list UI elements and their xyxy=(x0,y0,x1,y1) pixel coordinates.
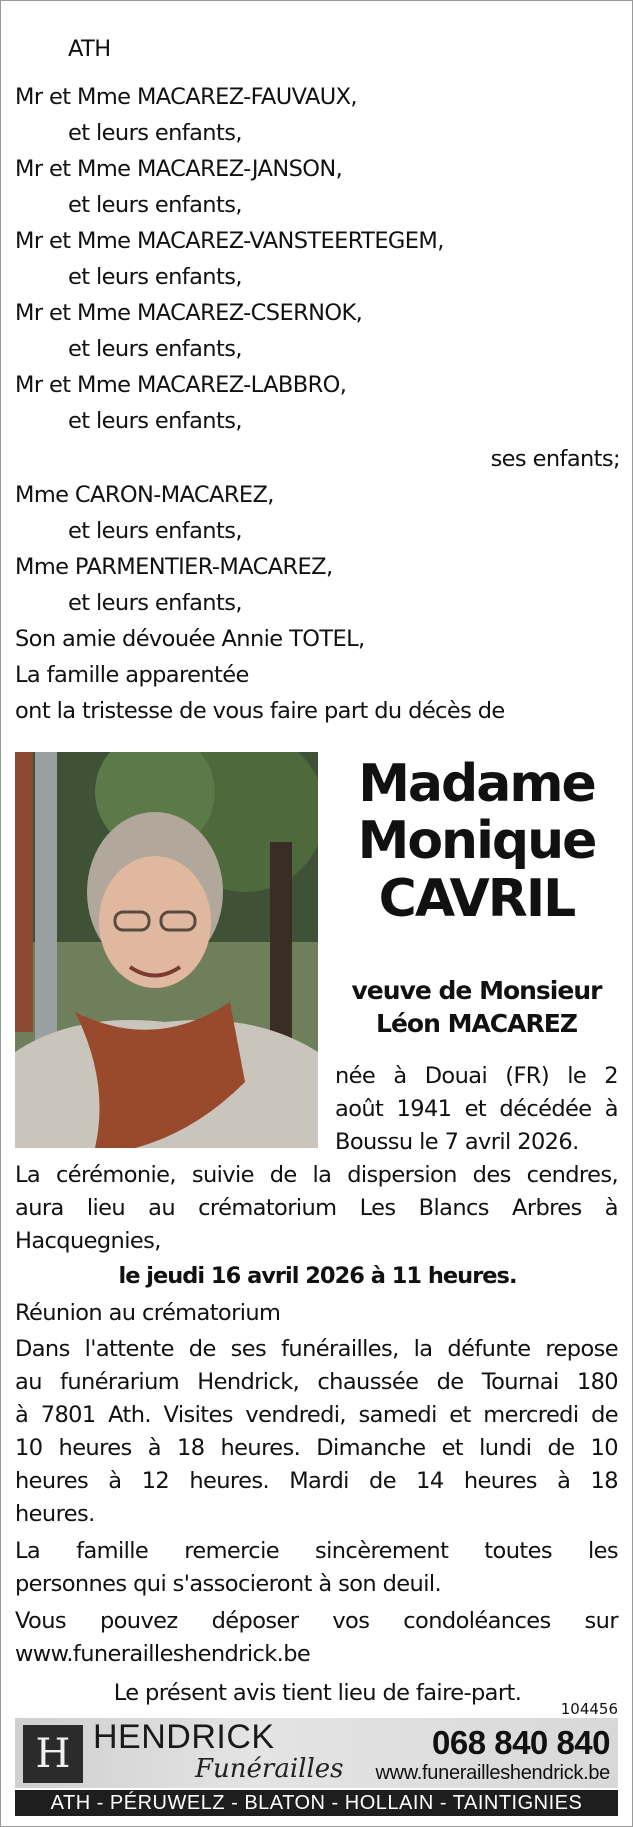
funerarium-line-6: heures. xyxy=(15,1501,95,1527)
ceremony-line-2: aura lieu au crématorium Les Blancs Arbres à xyxy=(15,1195,618,1221)
widow-line-2: Léon MACAREZ xyxy=(376,1009,577,1038)
banner-top xyxy=(15,1718,618,1788)
deceased-title: Madame xyxy=(358,754,595,814)
notice-line: Le présent avis tient lieu de faire-part. xyxy=(113,1680,522,1706)
relatives-line: La famille apparentée xyxy=(15,662,249,688)
ceremony-date: le jeudi 16 avril 2026 à 11 heures. xyxy=(118,1263,517,1289)
family-member-name: Mr et Mme MACAREZ-JANSON, xyxy=(15,156,343,182)
family-member-sub: et leurs enfants, xyxy=(68,192,242,218)
website-link: www.funerailleshendrick.be xyxy=(375,1762,610,1784)
condolences-line-1: Vous pouvez déposer vos condoléances sur xyxy=(15,1608,618,1634)
thanks-line-1: La famille remercie sincèrement toutes les xyxy=(15,1538,618,1564)
brand-name: HENDRICK xyxy=(93,1718,275,1756)
thanks-line-2: personnes qui s'associeront à son deuil. xyxy=(15,1571,442,1597)
announcement-line: ont la tristesse de vous faire part du décès de xyxy=(15,698,505,724)
family-member-name: Mr et Mme MACAREZ-CSERNOK, xyxy=(15,300,363,326)
funerarium-line-2: au funérarium Hendrick, chaussée de Tournai 180 xyxy=(15,1369,618,1395)
reference-number: 104456 xyxy=(560,1700,618,1718)
friend-line: Son amie dévouée Annie TOTEL, xyxy=(15,626,365,652)
hendrick-logo-icon: H xyxy=(23,1725,83,1783)
funerarium-line-1: Dans l'attente de ses funérailles, la défunte repose xyxy=(15,1336,618,1362)
funerarium-line-4: 10 heures à 18 heures. Dimanche et lundi de 10 xyxy=(15,1435,618,1461)
family-member-name: Mme PARMENTIER-MACAREZ, xyxy=(15,554,333,580)
family-member-name: Mme CARON-MACAREZ, xyxy=(15,482,274,508)
family-member-sub: et leurs enfants, xyxy=(68,264,242,290)
birth-line-2: août 1941 et décédée à xyxy=(335,1096,618,1122)
family-member-sub: et leurs enfants, xyxy=(68,518,242,544)
birth-line-1: née à Douai (FR) le 2 xyxy=(335,1063,618,1089)
ceremony-line-1: La cérémonie, suivie de la dispersion des cendres, xyxy=(15,1162,618,1188)
family-member-sub: et leurs enfants, xyxy=(68,336,242,362)
family-member-sub: et leurs enfants, xyxy=(68,590,242,616)
condolences-website: www.funerailleshendrick.be xyxy=(15,1641,311,1667)
deceased-first-name: Monique xyxy=(357,811,596,871)
location-header: ATH xyxy=(68,36,111,62)
funeral-home-banner xyxy=(15,1718,618,1816)
phone-number: 068 840 840 xyxy=(431,1724,610,1761)
funerarium-line-5: heures à 12 heures. Mardi de 14 heures à 18 xyxy=(15,1468,618,1494)
family-member-sub: et leurs enfants, xyxy=(68,120,242,146)
ceremony-line-3: Hacquegnies, xyxy=(15,1228,161,1254)
children-label: ses enfants; xyxy=(490,446,620,472)
widow-line-1: veuve de Monsieur xyxy=(351,976,602,1005)
family-member-sub: et leurs enfants, xyxy=(68,408,242,434)
family-member-name: Mr et Mme MACAREZ-VANSTEERTEGEM, xyxy=(15,228,444,254)
funerarium-line-3: à 7801 Ath. Visites vendredi, samedi et mercredi de xyxy=(15,1402,618,1428)
meeting-line: Réunion au crématorium xyxy=(15,1300,281,1326)
birth-line-3: Boussu le 7 avril 2026. xyxy=(335,1129,579,1155)
deceased-last-name: CAVRIL xyxy=(378,869,575,929)
deceased-photo xyxy=(15,752,318,1148)
brand-subtitle: Funérailles xyxy=(195,1754,344,1784)
portrait-image xyxy=(15,752,318,1148)
locations-bar: ATH - PÉRUWELZ - BLATON - HOLLAIN - TAINTIGNIES xyxy=(15,1790,618,1816)
family-member-name: Mr et Mme MACAREZ-LABBRO, xyxy=(15,372,347,398)
family-member-name: Mr et Mme MACAREZ-FAUVAUX, xyxy=(15,84,357,110)
